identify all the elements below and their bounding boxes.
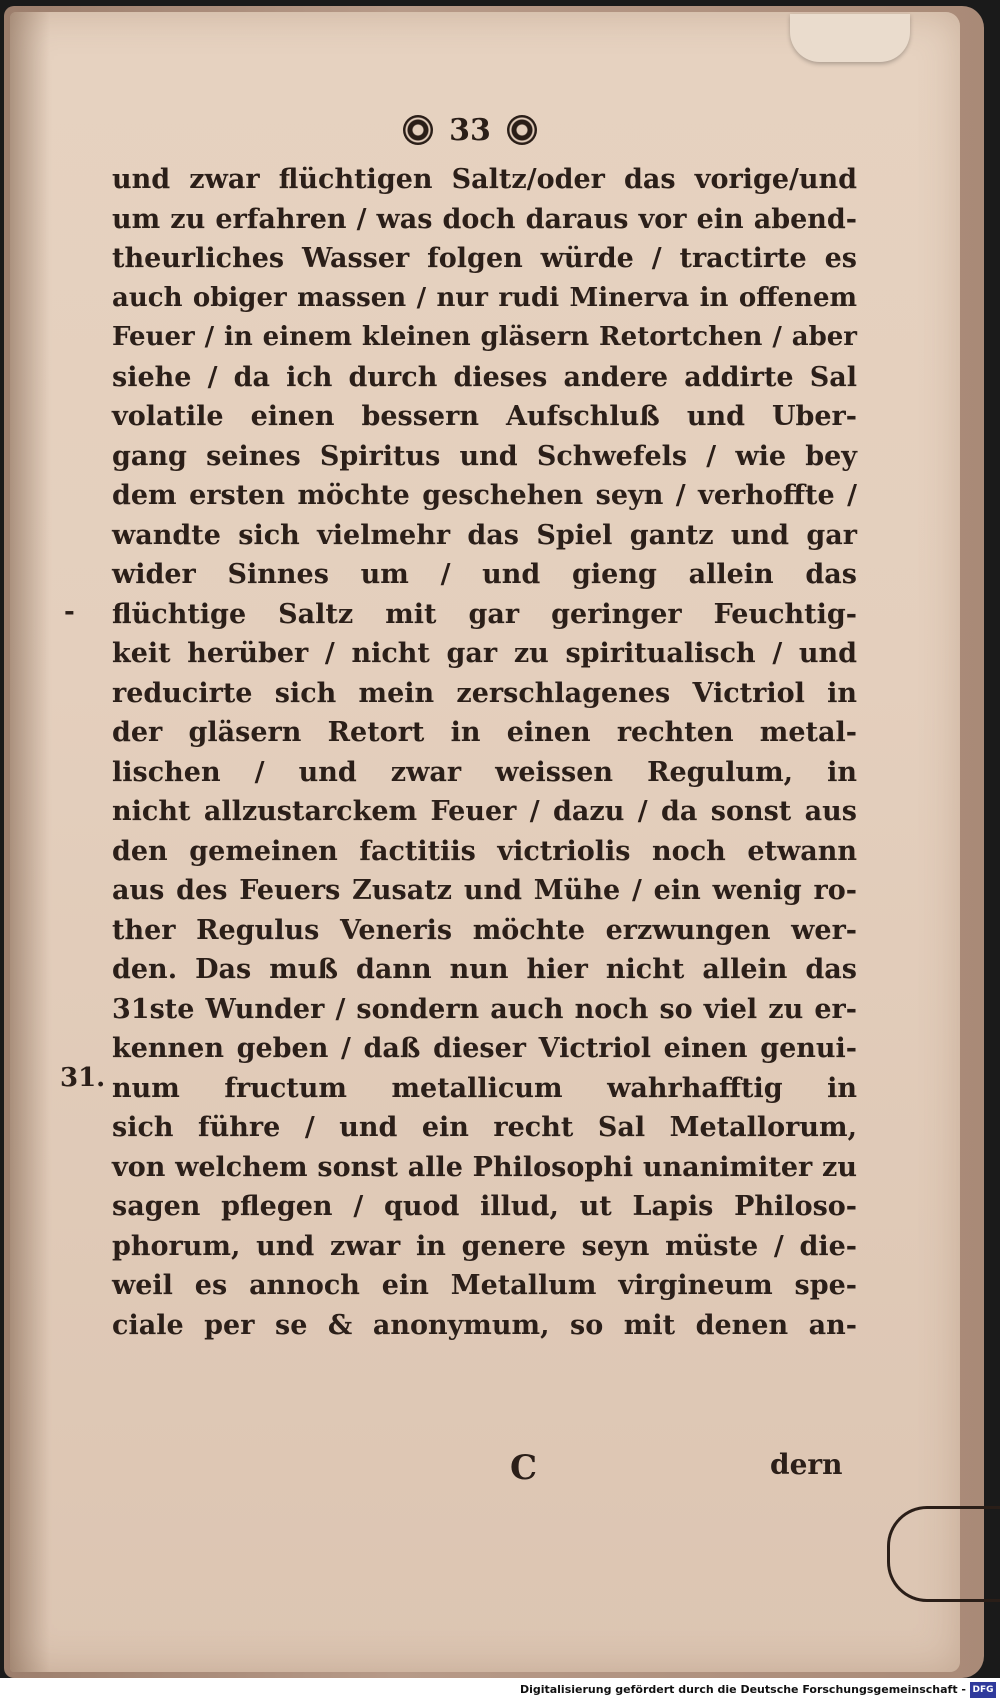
paper-tab bbox=[790, 14, 910, 62]
text-line: um zu erfahren / was doch daraus vor ein abend- bbox=[112, 203, 857, 235]
text-line: und zwar flüchtigen Saltz/oder das vorige/und bbox=[112, 164, 857, 195]
text-line: nicht allzustarckem Feuer / dazu / da sonst aus bbox=[112, 796, 857, 827]
page-number: 33 bbox=[449, 112, 491, 148]
text-line: theurliches Wasser folgen würde / tractirte es bbox=[112, 243, 857, 274]
footer-bar bbox=[0, 1678, 1000, 1705]
catchword: dern bbox=[770, 1448, 843, 1481]
text-line: reducirte sich mein zerschlagenes Victriol in bbox=[112, 677, 857, 709]
margin-dash: - bbox=[64, 597, 75, 627]
text-line: volatile einen bessern Aufschluß und Uber- bbox=[112, 401, 857, 432]
page-header bbox=[370, 105, 570, 155]
dfg-logo-icon: DFG bbox=[970, 1682, 996, 1698]
text-line: keit herüber / nicht gar zu spiritualisch / und bbox=[112, 638, 857, 669]
page-gutter-shadow bbox=[10, 12, 50, 1672]
margin-number: 31. bbox=[60, 1063, 106, 1093]
text-line: weil es annoch ein Metallum virgineum spe- bbox=[112, 1270, 857, 1301]
text-line: der gläsern Retort in einen rechten metal- bbox=[112, 717, 857, 748]
footer-credit: Digitalisierung gefördert durch die Deutsche Forschungsgemeinschaft - bbox=[519, 1683, 966, 1696]
text-line: lischen / und zwar weissen Regulum, in bbox=[112, 756, 857, 788]
ornament-left-icon bbox=[403, 115, 433, 145]
page-body-text bbox=[112, 160, 857, 1345]
text-line: sich führe / und ein recht Sal Metallorum, bbox=[112, 1112, 857, 1143]
text-line: wider Sinnes um / und gieng allein das bbox=[112, 559, 857, 590]
text-line: kennen geben / daß dieser Victriol einen genui- bbox=[112, 1033, 857, 1064]
text-line: den gemeinen factitiis victriolis noch etwann bbox=[112, 835, 857, 867]
page-clip bbox=[887, 1506, 1000, 1602]
ornament-right-icon bbox=[507, 115, 537, 145]
text-line: sagen pflegen / quod illud, ut Lapis Philoso- bbox=[112, 1191, 857, 1222]
text-line: siehe / da ich durch dieses andere addirte Sal bbox=[112, 361, 857, 393]
text-line: dem ersten möchte geschehen seyn / verhoffte / bbox=[112, 480, 857, 511]
text-line: ciale per se & anonymum, so mit denen an- bbox=[112, 1309, 857, 1341]
text-line: 31ste Wunder / sondern auch noch so viel zu er- bbox=[112, 993, 857, 1025]
text-line: wandte sich vielmehr das Spiel gantz und gar bbox=[112, 519, 857, 551]
signature-mark: C bbox=[510, 1448, 538, 1488]
text-line: Feuer / in einem kleinen gläsern Retortchen / aber bbox=[112, 322, 857, 352]
text-line: gang seines Spiritus und Schwefels / wie bey bbox=[112, 440, 857, 472]
text-line: den. Das muß dann nun hier nicht allein das bbox=[112, 954, 857, 985]
text-line: num fructum metallicum wahrhafftig in bbox=[112, 1072, 857, 1104]
text-line: ther Regulus Veneris möchte erzwungen wer- bbox=[112, 914, 857, 946]
text-line: von welchem sonst alle Philosophi unanimiter zu bbox=[112, 1151, 857, 1183]
text-line: auch obiger massen / nur rudi Minerva in offenem bbox=[112, 282, 857, 313]
text-line: phorum, und zwar in genere seyn müste / die- bbox=[112, 1230, 857, 1262]
text-line: flüchtige Saltz mit gar geringer Feuchtig- bbox=[112, 598, 857, 630]
text-line: aus des Feuers Zusatz und Mühe / ein wenig ro- bbox=[112, 875, 857, 906]
